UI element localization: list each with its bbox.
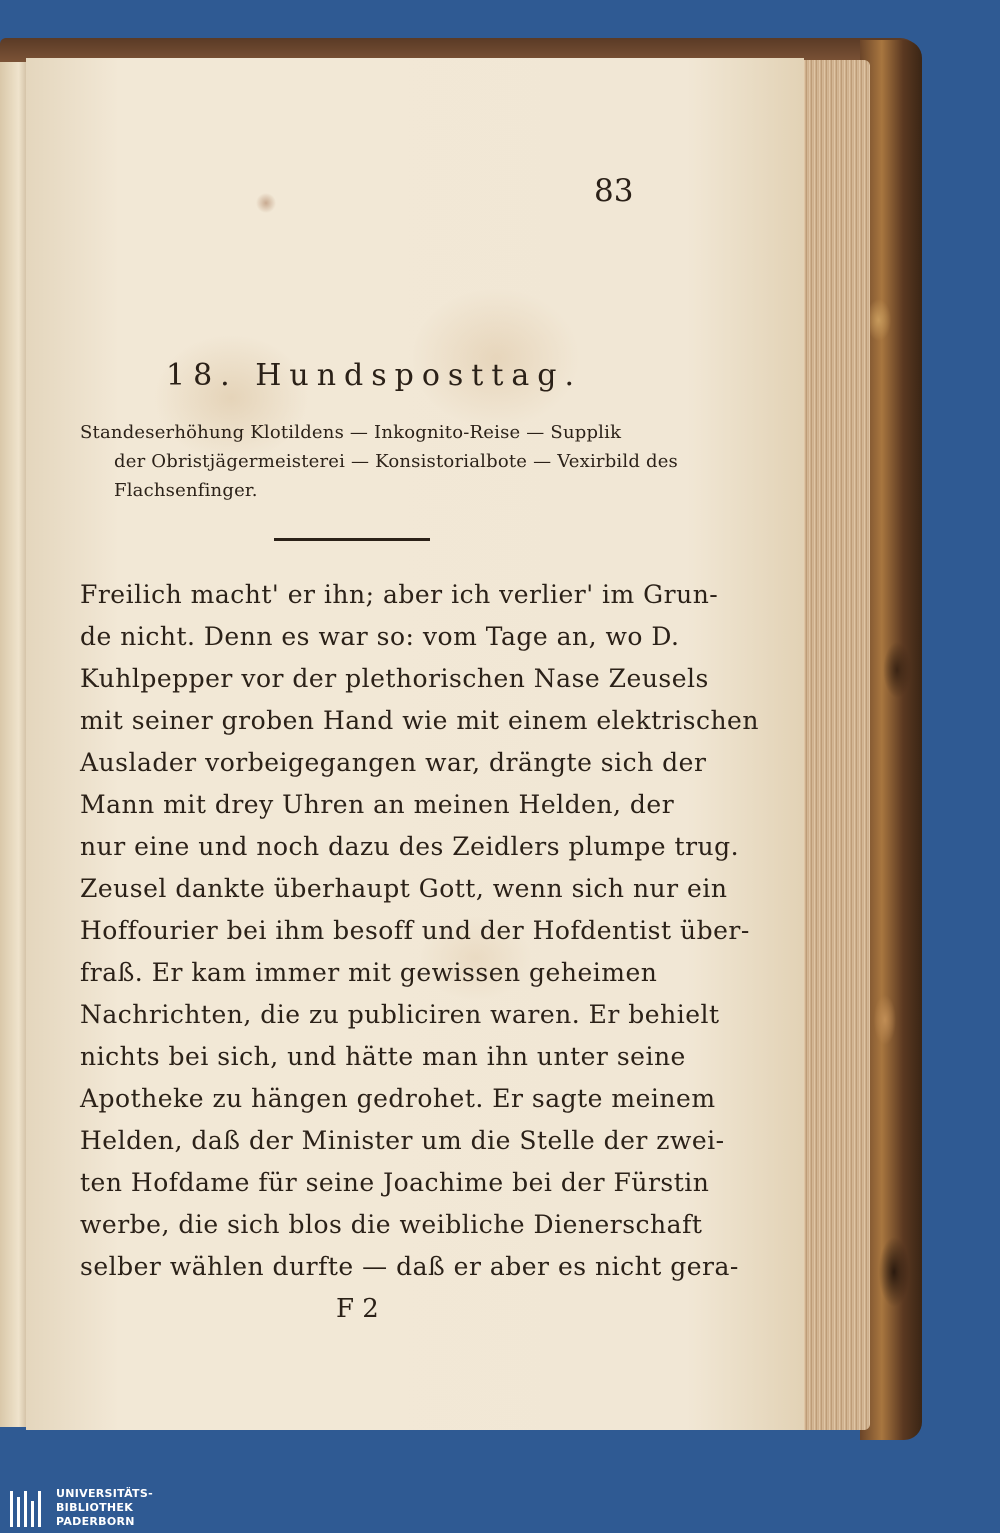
chapter-summary-line: Standeserhöhung Klotildens — Inkognito-Reise — Supplik (80, 422, 622, 443)
body-text-line: Auslader vorbeigegangen war, drängte sich der (80, 748, 707, 777)
library-name (56, 1487, 153, 1529)
body-text-line: selber wählen durfte — daß er aber es nicht gera- (80, 1252, 739, 1281)
page-number: 83 (594, 173, 634, 209)
library-footer (0, 1483, 1000, 1533)
book-page (26, 58, 804, 1430)
body-text-line: Zeusel dankte überhaupt Gott, wenn sich nur ein (80, 874, 728, 903)
body-text-line: werbe, die sich blos die weibliche Dienerschaft (80, 1210, 703, 1239)
body-text-line: mit seiner groben Hand wie mit einem elektrischen (80, 706, 759, 735)
body-text-line: fraß. Er kam immer mit gewissen geheimen (80, 958, 658, 987)
body-text-line: Freilich macht' er ihn; aber ich verlier' im Grun- (80, 580, 719, 609)
body-text-line: Apotheke zu hängen gedrohet. Er sagte meinem (80, 1084, 716, 1113)
body-text-line: ten Hofdame für seine Joachime bei der Fürstin (80, 1168, 710, 1197)
body-text-line: Nachrichten, die zu publiciren waren. Er behielt (80, 1000, 720, 1029)
library-name-line: UNIVERSITÄTS- (56, 1487, 153, 1500)
body-text-line: Kuhlpepper vor der plethorischen Nase Zeusels (80, 664, 709, 693)
body-text-line: de nicht. Denn es war so: vom Tage an, wo D. (80, 622, 680, 651)
body-text-line: Mann mit drey Uhren an meinen Helden, der (80, 790, 675, 819)
body-text-line: Hoffourier bei ihm besoff und der Hofdentist über- (80, 916, 750, 945)
body-text-line: Helden, daß der Minister um die Stelle der zwei- (80, 1126, 725, 1155)
page-edges (798, 60, 870, 1430)
chapter-summary-line: Flachsenfinger. (114, 480, 258, 501)
library-name-line: PADERBORN (56, 1515, 135, 1528)
chapter-heading: 18. Hundsposttag. (166, 358, 583, 393)
library-name-line: BIBLIOTHEK (56, 1501, 134, 1514)
chapter-summary-line: der Obristjägermeisterei — Konsistorialbote — Vexirbild des (114, 451, 678, 472)
divider-rule (274, 538, 430, 541)
signature-mark: F 2 (336, 1294, 379, 1324)
university-library-logo-icon (8, 1489, 48, 1529)
body-text-line: nur eine und noch dazu des Zeidlers plumpe trug. (80, 832, 740, 861)
body-text-line: nichts bei sich, und hätte man ihn unter seine (80, 1042, 686, 1071)
